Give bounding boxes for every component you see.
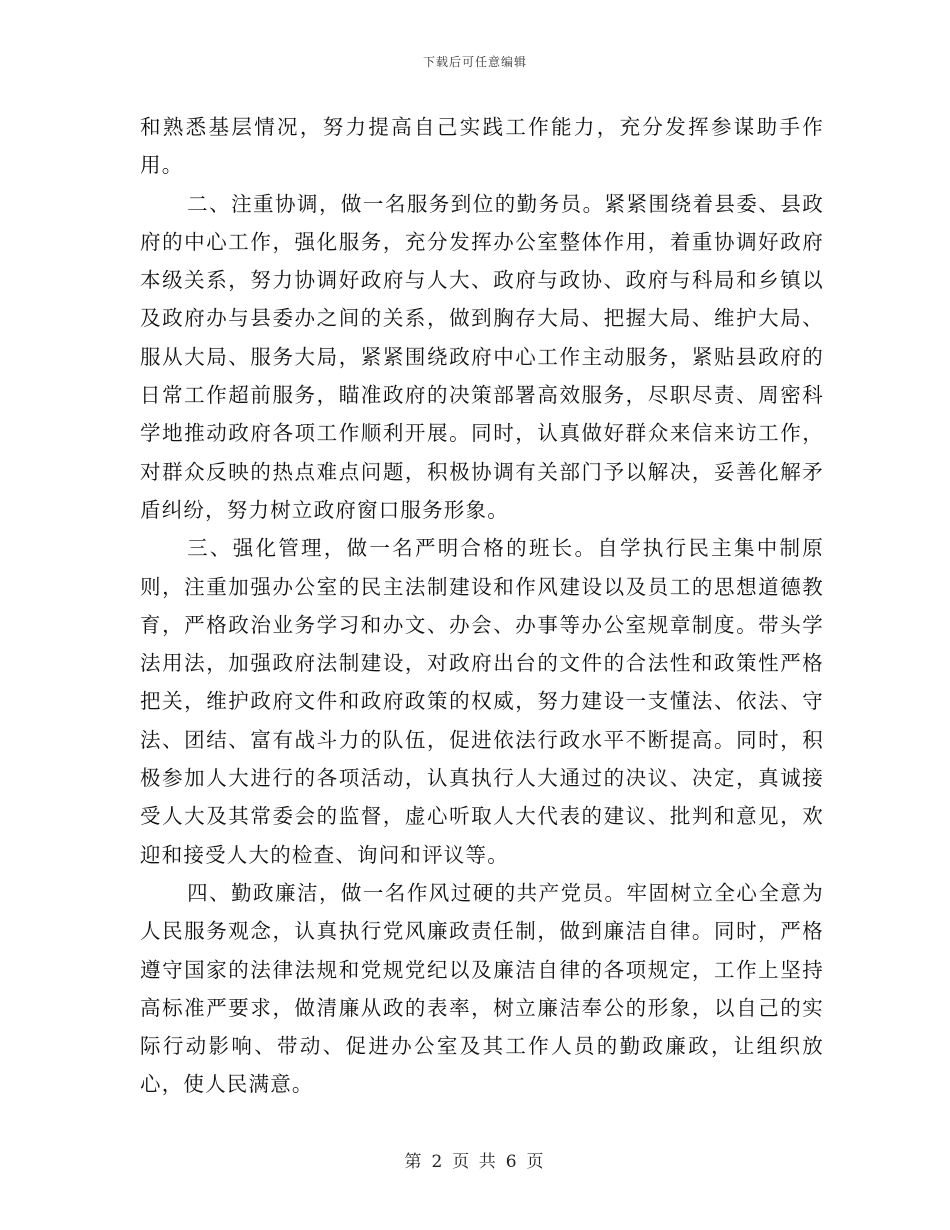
paragraph-coordination: 二、注重协调，做一名服务到位的勤务员。紧紧围绕着县委、县政府的中心工作，强化服务，充分发挥办公室整体作用，着重协调好政府本级关系，努力协调好政府与人大、政府与政协、政府与科局和乡镇以及政府办与县委办之间的关系，做到胸存大局、把握大局、维护大局、服从大局、服务大局，紧紧围绕政府中心工作主动服务，紧贴县政府的日常工作超前服务，瞄准政府的决策部署高效服务，尽职尽责、周密科学地推动政府各项工作顺利开展。同时，认真做好群众来信来访工作，对群众反映的热点难点问题，积极协调有关部门予以解决，妥善化解矛盾纠纷，努力树立政府窗口服务形象。 — [140, 191, 824, 522]
footer-prefix: 第 — [404, 1152, 424, 1172]
page-footer — [0, 1147, 950, 1172]
paragraph-management: 三、强化管理，做一名严明合格的班长。自学执行民主集中制原则，注重加强办公室的民主法制建设和作风建设以及员工的思想道德教育，严格政治业务学习和办文、办会、办事等办公室规章制度。带头学法用法，加强政府法制建设，对政府出台的文件的合法性和政策性严格把关，维护政府文件和政府政策的权威，努力建设一支懂法、依法、守法、团结、富有战斗力的队伍，促进依法行政水平不断提高。同时，积极参加人大进行的各项活动，认真执行人大通过的决议、决定，真诚接受人大及其常委会的监督，虚心听取人大代表的建议、批判和意见，欢迎和接受人大的检查、询问和评议等。 — [140, 536, 824, 867]
header-note: 下载后可任意编辑 — [422, 55, 527, 69]
document-body — [140, 108, 824, 1104]
footer-page-number: 2 — [431, 1152, 445, 1172]
footer-middle: 页 共 — [452, 1152, 498, 1172]
footer-total-pages: 6 — [505, 1152, 519, 1172]
paragraph-continuation: 和熟悉基层情况，努力提高自己实践工作能力，充分发挥参谋助手作用。 — [140, 115, 824, 178]
footer-suffix: 页 — [526, 1152, 546, 1172]
paragraph-integrity: 四、勤政廉洁，做一名作风过硬的共产党员。牢固树立全心全意为人民服务观念，认真执行党风廉政责任制，做到廉洁自律。同时，严格遵守国家的法律法规和党规党纪以及廉洁自律的各项规定，工作上坚持高标准严要求，做清廉从政的表率，树立廉洁奉公的形象，以自己的实际行动影响、带动、促进办公室及其工作人员的勤政廉政，让组织放心，使人民满意。 — [140, 880, 824, 1097]
